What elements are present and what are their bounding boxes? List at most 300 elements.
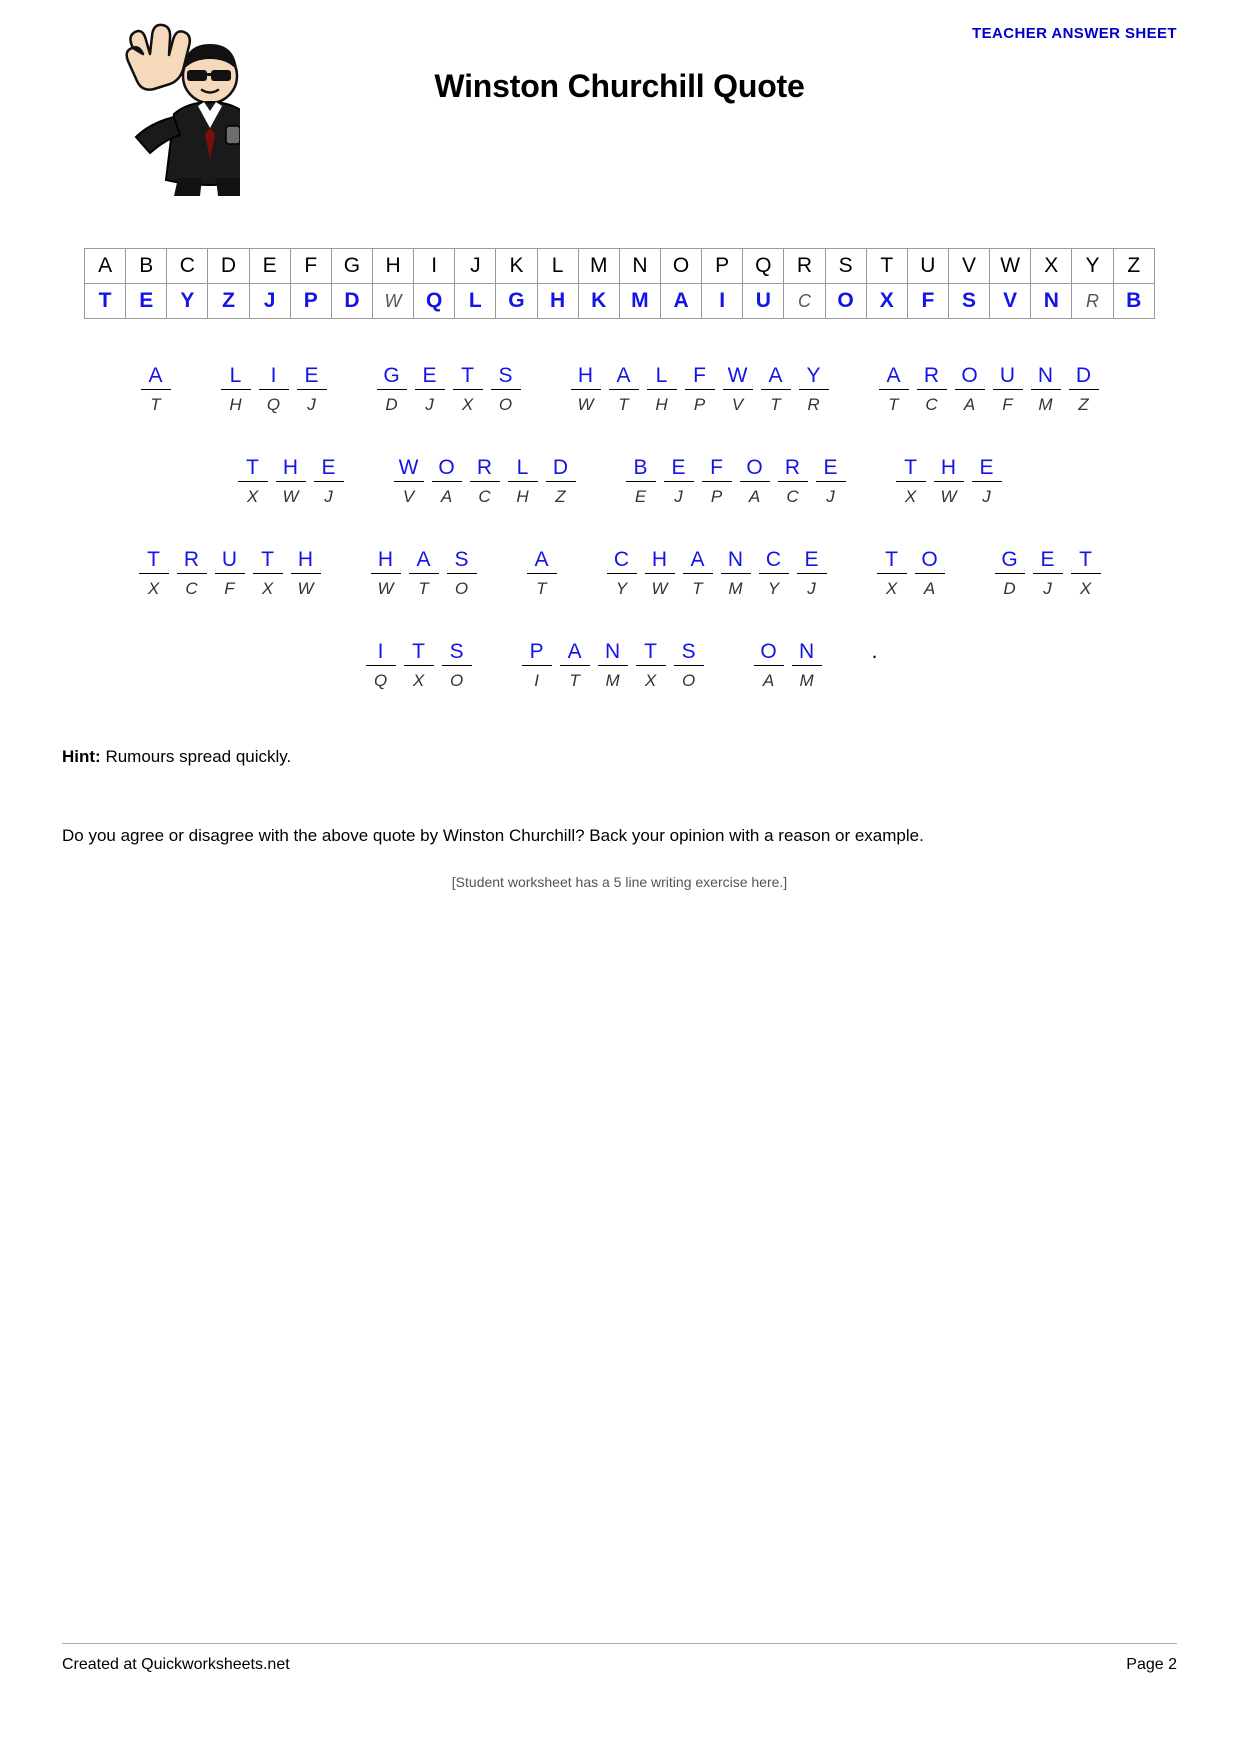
cipher-alphabet-row bbox=[85, 284, 1155, 319]
cipher-letter: X bbox=[904, 487, 917, 506]
solution-letter: F bbox=[710, 456, 723, 479]
puzzle-letter-slot[interactable] bbox=[757, 365, 795, 415]
teacher-answer-sheet-label: TEACHER ANSWER SHEET bbox=[972, 25, 1177, 42]
puzzle-letter-slot[interactable] bbox=[681, 365, 719, 415]
answer-rule bbox=[759, 573, 789, 574]
puzzle-line bbox=[62, 641, 1177, 691]
footer-credit: Created at Quickworksheets.net bbox=[62, 1656, 290, 1673]
key-cipher-cell: X bbox=[866, 284, 907, 319]
answer-rule bbox=[647, 389, 677, 390]
answer-rule bbox=[797, 573, 827, 574]
solution-letter: N bbox=[604, 640, 621, 663]
solution-letter: C bbox=[613, 548, 630, 571]
puzzle-word bbox=[367, 549, 481, 599]
answer-rule bbox=[721, 573, 751, 574]
page-header bbox=[62, 0, 1177, 200]
key-cipher-cell: Z bbox=[208, 284, 249, 319]
solution-letter: B bbox=[633, 456, 648, 479]
cipher-letter: A bbox=[748, 487, 761, 506]
answer-rule bbox=[432, 481, 462, 482]
puzzle-letter-slot[interactable] bbox=[449, 365, 487, 415]
puzzle-word bbox=[892, 457, 1006, 507]
key-plain-cell: X bbox=[1031, 249, 1072, 284]
puzzle-letter-slot[interactable] bbox=[641, 549, 679, 599]
solution-letter: E bbox=[804, 548, 819, 571]
cipher-letter: J bbox=[1043, 579, 1052, 598]
solution-letter: A bbox=[768, 364, 783, 387]
cipher-letter: T bbox=[888, 395, 899, 414]
answer-rule bbox=[740, 481, 770, 482]
puzzle-letter-slot[interactable] bbox=[487, 365, 525, 415]
answer-rule bbox=[816, 481, 846, 482]
plain-alphabet-row bbox=[85, 249, 1155, 284]
answer-rule bbox=[915, 573, 945, 574]
solution-letter: U bbox=[999, 364, 1016, 387]
cipher-letter: T bbox=[418, 579, 429, 598]
key-cipher-cell: G bbox=[496, 284, 537, 319]
cipher-letter: M bbox=[605, 671, 620, 690]
solution-letter: E bbox=[321, 456, 336, 479]
cipher-letter: C bbox=[786, 487, 799, 506]
answer-rule bbox=[685, 389, 715, 390]
cipher-letter: O bbox=[449, 671, 464, 690]
key-plain-cell: Q bbox=[743, 249, 784, 284]
key-plain-cell: W bbox=[990, 249, 1031, 284]
puzzle-letter-slot[interactable] bbox=[913, 365, 951, 415]
key-cipher-cell: Y bbox=[167, 284, 208, 319]
key-plain-cell: F bbox=[290, 249, 331, 284]
puzzle-word bbox=[523, 549, 561, 599]
puzzle-letter-slot[interactable] bbox=[1029, 549, 1067, 599]
key-cipher-cell: T bbox=[85, 284, 126, 319]
key-plain-cell: O bbox=[660, 249, 701, 284]
key-cipher-cell: R bbox=[1072, 284, 1113, 319]
puzzle-letter-slot[interactable] bbox=[774, 457, 812, 507]
cipher-letter: X bbox=[644, 671, 657, 690]
cipher-letter: O bbox=[498, 395, 513, 414]
key-cipher-cell: M bbox=[619, 284, 660, 319]
cipher-letter: M bbox=[1038, 395, 1053, 414]
cipher-letter: W bbox=[282, 487, 299, 506]
puzzle-word bbox=[873, 549, 949, 599]
answer-rule bbox=[215, 573, 245, 574]
solution-letter: T bbox=[261, 548, 274, 571]
solution-letter: A bbox=[886, 364, 901, 387]
cipher-letter: W bbox=[940, 487, 957, 506]
cipher-letter: T bbox=[150, 395, 161, 414]
key-plain-cell: K bbox=[496, 249, 537, 284]
key-cipher-cell: H bbox=[537, 284, 578, 319]
solution-letter: P bbox=[529, 640, 544, 663]
writing-exercise-note: [Student worksheet has a 5 line writing exercise here.] bbox=[451, 874, 788, 890]
puzzle-letter-slot[interactable] bbox=[135, 549, 173, 599]
puzzle-letter-slot[interactable] bbox=[556, 641, 594, 691]
cipher-letter: J bbox=[982, 487, 991, 506]
cipher-letter: W bbox=[377, 579, 394, 598]
answer-rule bbox=[674, 665, 704, 666]
cipher-letter: Q bbox=[266, 395, 281, 414]
puzzle-letter-slot[interactable] bbox=[1067, 549, 1105, 599]
key-plain-cell: I bbox=[414, 249, 455, 284]
answer-rule bbox=[879, 389, 909, 390]
puzzle-letter-slot[interactable] bbox=[643, 365, 681, 415]
answer-rule bbox=[799, 389, 829, 390]
solution-letter: O bbox=[760, 640, 777, 663]
answer-rule bbox=[792, 665, 822, 666]
puzzle-letter-slot[interactable] bbox=[400, 641, 438, 691]
answer-rule bbox=[527, 573, 557, 574]
cipher-letter: V bbox=[731, 395, 744, 414]
hint-line bbox=[62, 747, 1177, 767]
key-plain-cell: M bbox=[578, 249, 619, 284]
puzzle-word bbox=[135, 549, 325, 599]
discussion-prompt: Do you agree or disagree with the above quote by Winston Churchill? Back your opinion with a reason or example. bbox=[62, 826, 924, 845]
bodyguard-mascot-icon bbox=[70, 18, 240, 198]
puzzle-letter-slot[interactable] bbox=[504, 457, 542, 507]
solution-letter: A bbox=[616, 364, 631, 387]
puzzle-word bbox=[622, 457, 850, 507]
cipher-letter: H bbox=[229, 395, 242, 414]
puzzle-word bbox=[217, 365, 331, 415]
cipher-letter: J bbox=[425, 395, 434, 414]
answer-rule bbox=[664, 481, 694, 482]
solution-letter: T bbox=[412, 640, 425, 663]
solution-letter: Y bbox=[806, 364, 821, 387]
puzzle-word bbox=[137, 365, 175, 415]
puzzle-letter-slot[interactable] bbox=[211, 549, 249, 599]
solution-letter: E bbox=[1040, 548, 1055, 571]
solution-letter: T bbox=[461, 364, 474, 387]
puzzle-letter-slot[interactable] bbox=[137, 365, 175, 415]
solution-letter: A bbox=[690, 548, 705, 571]
answer-rule bbox=[221, 389, 251, 390]
answer-rule bbox=[366, 665, 396, 666]
solution-letter: N bbox=[1037, 364, 1054, 387]
cryptogram-puzzle bbox=[62, 365, 1177, 691]
puzzle-letter-slot[interactable] bbox=[812, 457, 850, 507]
solution-letter: D bbox=[1075, 364, 1092, 387]
puzzle-word bbox=[518, 641, 708, 691]
key-cipher-cell: F bbox=[907, 284, 948, 319]
puzzle-letter-slot[interactable] bbox=[523, 549, 561, 599]
puzzle-letter-slot[interactable] bbox=[788, 641, 826, 691]
hint-label: Hint: bbox=[62, 747, 101, 766]
puzzle-letter-slot[interactable] bbox=[255, 365, 293, 415]
cipher-letter: Q bbox=[373, 671, 388, 690]
cipher-key-section bbox=[62, 248, 1177, 319]
cipher-letter: C bbox=[925, 395, 938, 414]
puzzle-letter-slot[interactable] bbox=[989, 365, 1027, 415]
puzzle-letter-slot[interactable] bbox=[679, 549, 717, 599]
cipher-letter: C bbox=[478, 487, 491, 506]
puzzle-line bbox=[62, 365, 1177, 415]
puzzle-letter-slot[interactable] bbox=[968, 457, 1006, 507]
cipher-letter: X bbox=[885, 579, 898, 598]
cipher-letter: F bbox=[224, 579, 235, 598]
key-cipher-cell: Q bbox=[414, 284, 455, 319]
puzzle-word bbox=[875, 365, 1103, 415]
answer-rule bbox=[291, 573, 321, 574]
answer-rule bbox=[1071, 573, 1101, 574]
cipher-letter: J bbox=[307, 395, 316, 414]
puzzle-letter-slot[interactable] bbox=[217, 365, 255, 415]
key-plain-cell: C bbox=[167, 249, 208, 284]
puzzle-letter-slot[interactable] bbox=[875, 365, 913, 415]
cipher-letter: V bbox=[402, 487, 415, 506]
cipher-letter: O bbox=[681, 671, 696, 690]
solution-letter: T bbox=[246, 456, 259, 479]
puzzle-letter-slot[interactable] bbox=[736, 457, 774, 507]
key-plain-cell: D bbox=[208, 249, 249, 284]
key-cipher-cell: L bbox=[455, 284, 496, 319]
puzzle-letter-slot[interactable] bbox=[755, 549, 793, 599]
key-plain-cell: L bbox=[537, 249, 578, 284]
solution-letter: F bbox=[693, 364, 706, 387]
solution-letter: C bbox=[765, 548, 782, 571]
solution-letter: E bbox=[304, 364, 319, 387]
answer-rule bbox=[377, 389, 407, 390]
key-plain-cell: B bbox=[126, 249, 167, 284]
puzzle-word bbox=[390, 457, 580, 507]
cipher-letter: X bbox=[147, 579, 160, 598]
answer-rule bbox=[447, 573, 477, 574]
puzzle-line bbox=[62, 457, 1177, 507]
key-plain-cell: H bbox=[372, 249, 413, 284]
cipher-letter: A bbox=[963, 395, 976, 414]
answer-rule bbox=[470, 481, 500, 482]
solution-letter: T bbox=[644, 640, 657, 663]
puzzle-letter-slot[interactable] bbox=[930, 457, 968, 507]
solution-letter: N bbox=[798, 640, 815, 663]
solution-letter: E bbox=[979, 456, 994, 479]
puzzle-letter-slot[interactable] bbox=[991, 549, 1029, 599]
puzzle-letter-slot[interactable] bbox=[567, 365, 605, 415]
puzzle-letter-slot[interactable] bbox=[1027, 365, 1065, 415]
cipher-letter: E bbox=[634, 487, 647, 506]
solution-letter: S bbox=[681, 640, 696, 663]
cipher-letter: F bbox=[1002, 395, 1013, 414]
cipher-letter: Z bbox=[1078, 395, 1089, 414]
answer-rule bbox=[702, 481, 732, 482]
puzzle-letter-slot[interactable] bbox=[660, 457, 698, 507]
cipher-letter: H bbox=[516, 487, 529, 506]
solution-letter: E bbox=[823, 456, 838, 479]
solution-letter: S bbox=[449, 640, 464, 663]
answer-rule bbox=[560, 665, 590, 666]
answer-rule bbox=[371, 573, 401, 574]
key-plain-cell: E bbox=[249, 249, 290, 284]
puzzle-letter-slot[interactable] bbox=[362, 641, 400, 691]
puzzle-letter-slot[interactable] bbox=[717, 549, 755, 599]
puzzle-letter-slot[interactable] bbox=[892, 457, 930, 507]
solution-letter: H bbox=[377, 548, 394, 571]
solution-letter: E bbox=[671, 456, 686, 479]
cipher-letter: X bbox=[261, 579, 274, 598]
puzzle-letter-slot[interactable] bbox=[698, 457, 736, 507]
answer-rule bbox=[276, 481, 306, 482]
answer-rule bbox=[598, 665, 628, 666]
puzzle-letter-slot[interactable] bbox=[542, 457, 580, 507]
key-cipher-cell: J bbox=[249, 284, 290, 319]
puzzle-letter-slot[interactable] bbox=[750, 641, 788, 691]
puzzle-word bbox=[567, 365, 833, 415]
answer-rule bbox=[761, 389, 791, 390]
puzzle-letter-slot[interactable] bbox=[310, 457, 348, 507]
key-cipher-cell: W bbox=[372, 284, 413, 319]
puzzle-word bbox=[234, 457, 348, 507]
puzzle-letter-slot[interactable] bbox=[173, 549, 211, 599]
key-cipher-cell: E bbox=[126, 284, 167, 319]
cipher-letter: P bbox=[710, 487, 723, 506]
solution-letter: O bbox=[438, 456, 455, 479]
puzzle-letter-slot[interactable] bbox=[443, 549, 481, 599]
cipher-letter: Z bbox=[555, 487, 566, 506]
puzzle-letter-slot[interactable] bbox=[518, 641, 556, 691]
cipher-letter: C bbox=[185, 579, 198, 598]
puzzle-letter-slot[interactable] bbox=[373, 365, 411, 415]
cipher-letter: A bbox=[762, 671, 775, 690]
puzzle-letter-slot[interactable] bbox=[249, 549, 287, 599]
puzzle-word bbox=[373, 365, 525, 415]
answer-rule bbox=[877, 573, 907, 574]
cipher-letter: T bbox=[618, 395, 629, 414]
solution-letter: R bbox=[183, 548, 200, 571]
answer-rule bbox=[896, 481, 926, 482]
puzzle-letter-slot[interactable] bbox=[272, 457, 310, 507]
cipher-letter: W bbox=[297, 579, 314, 598]
solution-letter: A bbox=[148, 364, 163, 387]
puzzle-letter-slot[interactable] bbox=[405, 549, 443, 599]
solution-letter: I bbox=[270, 364, 277, 387]
solution-letter: G bbox=[1001, 548, 1018, 571]
key-plain-cell: A bbox=[85, 249, 126, 284]
answer-rule bbox=[626, 481, 656, 482]
cipher-letter: R bbox=[807, 395, 820, 414]
cipher-letter: T bbox=[536, 579, 547, 598]
answer-rule bbox=[723, 389, 753, 390]
key-cipher-cell: D bbox=[331, 284, 372, 319]
puzzle-letter-slot[interactable] bbox=[287, 549, 325, 599]
answer-rule bbox=[394, 481, 424, 482]
answer-rule bbox=[253, 573, 283, 574]
key-plain-cell: Y bbox=[1072, 249, 1113, 284]
key-plain-cell: P bbox=[702, 249, 743, 284]
answer-rule bbox=[645, 573, 675, 574]
answer-rule bbox=[508, 481, 538, 482]
solution-letter: R bbox=[923, 364, 940, 387]
puzzle-letter-slot[interactable] bbox=[293, 365, 331, 415]
cipher-letter: M bbox=[728, 579, 743, 598]
puzzle-letter-slot[interactable] bbox=[795, 365, 833, 415]
puzzle-letter-slot[interactable] bbox=[594, 641, 632, 691]
cipher-letter: A bbox=[440, 487, 453, 506]
footer-page-number: Page 2 bbox=[1126, 1656, 1177, 1673]
solution-letter: A bbox=[534, 548, 549, 571]
answer-rule bbox=[955, 389, 985, 390]
solution-letter: L bbox=[516, 456, 529, 479]
key-cipher-cell: N bbox=[1031, 284, 1072, 319]
key-cipher-cell: A bbox=[660, 284, 701, 319]
answer-rule bbox=[522, 665, 552, 666]
answer-rule bbox=[409, 573, 439, 574]
puzzle-letter-slot[interactable] bbox=[234, 457, 272, 507]
answer-rule bbox=[607, 573, 637, 574]
puzzle-letter-slot[interactable] bbox=[603, 549, 641, 599]
puzzle-line bbox=[62, 549, 1177, 599]
cipher-letter: T bbox=[692, 579, 703, 598]
solution-letter: D bbox=[552, 456, 569, 479]
solution-letter: O bbox=[746, 456, 763, 479]
answer-rule bbox=[778, 481, 808, 482]
solution-letter: O bbox=[921, 548, 938, 571]
puzzle-letter-slot[interactable] bbox=[951, 365, 989, 415]
puzzle-letter-slot[interactable] bbox=[605, 365, 643, 415]
hint-text: Rumours spread quickly. bbox=[105, 747, 292, 766]
answer-rule bbox=[259, 389, 289, 390]
cipher-letter: J bbox=[324, 487, 333, 506]
puzzle-letter-slot[interactable] bbox=[390, 457, 428, 507]
puzzle-letter-slot[interactable] bbox=[367, 549, 405, 599]
cipher-letter: Y bbox=[767, 579, 780, 598]
puzzle-letter-slot[interactable] bbox=[873, 549, 911, 599]
key-plain-cell: G bbox=[331, 249, 372, 284]
puzzle-letter-slot[interactable] bbox=[1065, 365, 1103, 415]
answer-rule bbox=[177, 573, 207, 574]
answer-rule bbox=[314, 481, 344, 482]
cipher-letter: X bbox=[412, 671, 425, 690]
solution-letter: R bbox=[476, 456, 493, 479]
trailing-punctuation: . bbox=[871, 640, 878, 663]
solution-letter: T bbox=[1079, 548, 1092, 571]
puzzle-word bbox=[750, 641, 826, 691]
answer-rule bbox=[636, 665, 666, 666]
answer-rule bbox=[1069, 389, 1099, 390]
puzzle-letter-slot[interactable] bbox=[622, 457, 660, 507]
key-plain-cell: J bbox=[455, 249, 496, 284]
puzzle-letter-slot[interactable] bbox=[632, 641, 670, 691]
cipher-letter: H bbox=[655, 395, 668, 414]
solution-letter: U bbox=[221, 548, 238, 571]
answer-rule bbox=[491, 389, 521, 390]
cipher-letter: D bbox=[385, 395, 398, 414]
cipher-letter: W bbox=[651, 579, 668, 598]
puzzle-letter-slot[interactable] bbox=[911, 549, 949, 599]
puzzle-letter-slot[interactable] bbox=[438, 641, 476, 691]
cipher-letter: T bbox=[569, 671, 580, 690]
cipher-key-table bbox=[84, 248, 1155, 319]
solution-letter: A bbox=[416, 548, 431, 571]
key-plain-cell: T bbox=[866, 249, 907, 284]
solution-letter: G bbox=[383, 364, 400, 387]
cipher-letter: T bbox=[770, 395, 781, 414]
solution-letter: L bbox=[655, 364, 668, 387]
key-cipher-cell: K bbox=[578, 284, 619, 319]
puzzle-letter-slot[interactable] bbox=[428, 457, 466, 507]
answer-rule bbox=[442, 665, 472, 666]
puzzle-letter-slot[interactable] bbox=[719, 365, 757, 415]
solution-letter: A bbox=[567, 640, 582, 663]
answer-rule bbox=[1031, 389, 1061, 390]
solution-letter: H bbox=[282, 456, 299, 479]
page-footer bbox=[62, 1643, 1177, 1674]
puzzle-letter-slot[interactable] bbox=[411, 365, 449, 415]
cipher-letter: X bbox=[461, 395, 474, 414]
answer-rule bbox=[972, 481, 1002, 482]
puzzle-letter-slot[interactable] bbox=[670, 641, 708, 691]
puzzle-letter-slot[interactable] bbox=[466, 457, 504, 507]
puzzle-letter-slot[interactable] bbox=[793, 549, 831, 599]
solution-letter: W bbox=[727, 364, 748, 387]
